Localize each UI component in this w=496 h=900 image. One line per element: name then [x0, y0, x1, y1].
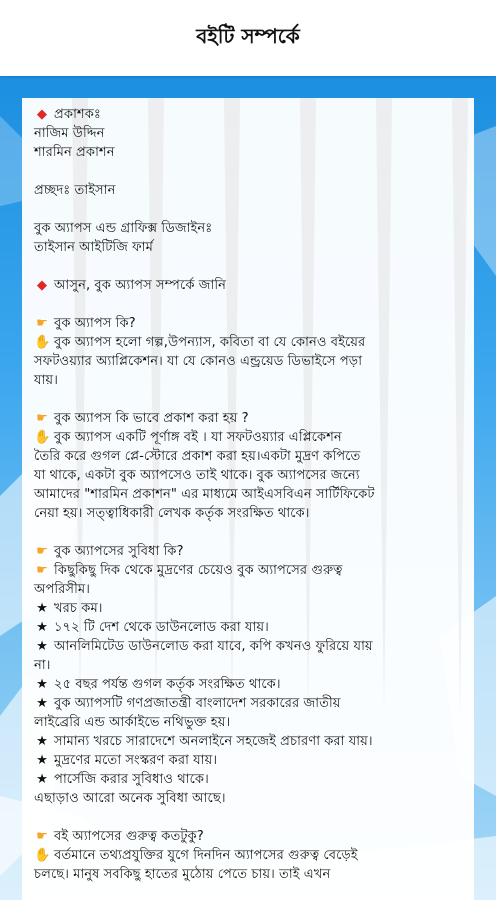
line-text: কিছুকিছু দিক থেকে মুদ্রণের চেয়েও বুক অ্যাপসের গুরুত্ব: [54, 563, 343, 578]
text-line: [34, 675, 464, 694]
line-text: বই অ্যাপসের গুরুত্ব কতটুকু?: [54, 829, 204, 844]
line-text: না।: [34, 658, 51, 673]
line-text: অপরিসীম।: [34, 582, 90, 597]
line-text: আমাদের "শারমিন প্রকাশন" এর মাধ্যমে আইএসবিএন সার্টিফিকেট: [34, 487, 375, 502]
star-icon: ★: [36, 753, 48, 768]
line-text: ২৫ বছর পর্যন্ত গুগল কর্তৃক সংরক্ষিত থাকে।: [54, 677, 281, 692]
text-line: [34, 485, 464, 504]
text-line: [34, 732, 464, 751]
line-text: প্রচ্ছদঃ তাইসান: [34, 183, 116, 198]
text-line: [34, 314, 464, 333]
pointing-hand-icon: ☛: [36, 544, 48, 559]
text-line: [34, 504, 464, 523]
blank-line: [34, 390, 464, 409]
blank-line: [34, 200, 464, 219]
text-line: [34, 181, 464, 200]
line-text: সামান্য খরচে সারাদেশে অনলাইনে সহজেই প্রচারণা করা যায়।: [54, 734, 373, 749]
text-line: [34, 865, 464, 884]
red-diamond-icon: ◆: [36, 278, 48, 293]
text-line: [34, 447, 464, 466]
line-text: বুক অ্যাপস কি?: [54, 316, 136, 331]
line-text: বুক অ্যাপস কি ভাবে প্রকাশ করা হয় ?: [54, 411, 249, 426]
text-line: [34, 846, 464, 865]
top-bar: [0, 0, 496, 76]
pointing-hand-icon: ☛: [36, 563, 48, 578]
blank-line: [34, 162, 464, 181]
line-text: আনলিমিটেড ডাউনলোড করা যাবে, কপি কখনও ফুরিয়ে যায়: [54, 639, 373, 654]
page-title: বইটি সম্পর্কে: [196, 23, 300, 48]
thumbs-up-icon: ✋: [34, 430, 51, 445]
line-text: এছাড়াও আরো অনেক সুবিধা আছে।: [34, 791, 226, 806]
line-text: শারমিন প্রকাশন: [34, 145, 115, 160]
pointing-hand-icon: ☛: [36, 411, 48, 426]
pointing-hand-icon: ☛: [36, 316, 48, 331]
text-line: [34, 542, 464, 561]
text-line: [34, 428, 464, 447]
text-line: [34, 694, 464, 713]
text-line: [34, 561, 464, 580]
text-line: [34, 466, 464, 485]
text-line: [34, 789, 464, 808]
text-line: [34, 580, 464, 599]
line-text: বুক অ্যাপসটি গণপ্রজাতন্ত্রী বাংলাদেশ সরকারের জাতীয়: [54, 696, 341, 711]
line-text: ১৭২ টি দেশ থেকে ডাউনলোড করা যায়।: [54, 620, 269, 635]
text-line: [34, 238, 464, 257]
star-icon: ★: [36, 677, 48, 692]
line-text: নেয়া হয়। সত্ত্বাধিকারী লেখক কর্তৃক সংরক্ষিত থাকে।: [34, 506, 310, 521]
text-line: [34, 352, 464, 371]
line-text: যায়।: [34, 373, 58, 388]
line-text: বুক অ্যাপসের সুবিধা কি?: [54, 544, 184, 559]
about-book-text: [22, 98, 474, 884]
line-text: বুক অ্যাপস একটি পূর্ণাঙ্গ বই । যা সফটওয়্যার এপ্লিকেশন: [54, 430, 342, 445]
text-line: [34, 143, 464, 162]
line-text: সফটওয়্যার অ্যাপ্লিকেশন। যা যে কোনও এন্ড্রয়েড ডিভাইসে পড়া: [34, 354, 363, 369]
text-line: [34, 333, 464, 352]
line-text: বর্তমানে তথ্যপ্রযুক্তির যুগে দিনদিন অ্যাপসের গুরুত্ব বেড়েই: [54, 848, 358, 863]
about-book-card[interactable]: [22, 98, 474, 900]
star-icon: ★: [36, 601, 48, 616]
text-line: [34, 637, 464, 656]
blank-line: [34, 808, 464, 827]
line-text: নাজিম উদ্দিন: [34, 126, 105, 141]
line-text: আসুন, বুক অ্যাপস সম্পর্কে জানি: [54, 278, 227, 293]
blank-line: [34, 295, 464, 314]
line-text: খরচ কম।: [54, 601, 103, 616]
thumbs-up-icon: ✋: [34, 335, 51, 350]
text-line: [34, 105, 464, 124]
text-line: [34, 276, 464, 295]
text-line: [34, 656, 464, 675]
red-diamond-icon: ◆: [36, 107, 48, 122]
text-line: [34, 751, 464, 770]
blank-line: [34, 523, 464, 542]
line-text: মুদ্রণের মতো সংস্করণ করা যায়।: [54, 753, 218, 768]
pointing-hand-icon: ☛: [36, 829, 48, 844]
text-line: [34, 827, 464, 846]
text-line: [34, 219, 464, 238]
line-text: প্রকাশকঃ: [54, 107, 101, 122]
star-icon: ★: [36, 772, 48, 787]
thumbs-up-icon: ✋: [34, 848, 51, 863]
text-line: [34, 618, 464, 637]
line-text: বুক অ্যাপস এন্ড গ্রাফিক্স ডিজাইনঃ: [34, 221, 213, 236]
text-line: [34, 371, 464, 390]
text-line: [34, 409, 464, 428]
line-text: পার্সেজি করার সুবিধাও থাকে।: [54, 772, 209, 787]
line-text: চলছে। মানুষ সবকিছু হাতের মুঠোয় পেতে চায়। তাই এখন: [34, 867, 331, 882]
line-text: বুক অ্যাপস হলো গল্প,উপন্যাস, কবিতা বা যে কোনও বইয়ের: [54, 335, 366, 350]
text-line: [34, 770, 464, 789]
line-text: তাইসান আইটিজি ফার্ম: [34, 240, 153, 255]
star-icon: ★: [36, 620, 48, 635]
line-text: লাইব্রেরি এন্ড আর্কাইভে নথিভুক্ত হয়।: [34, 715, 231, 730]
blank-line: [34, 257, 464, 276]
text-line: [34, 599, 464, 618]
star-icon: ★: [36, 734, 48, 749]
text-line: [34, 713, 464, 732]
text-line: [34, 124, 464, 143]
star-icon: ★: [36, 639, 48, 654]
star-icon: ★: [36, 696, 48, 711]
line-text: তৈরি করে গুগল প্লে-স্টোরে প্রকাশ করা হয়।একটা মুদ্রণ কপিতে: [34, 449, 361, 464]
line-text: যা থাকে, একটা বুক অ্যাপসেও তাই থাকে। বুক অ্যাপসের জন্যে: [34, 468, 360, 483]
